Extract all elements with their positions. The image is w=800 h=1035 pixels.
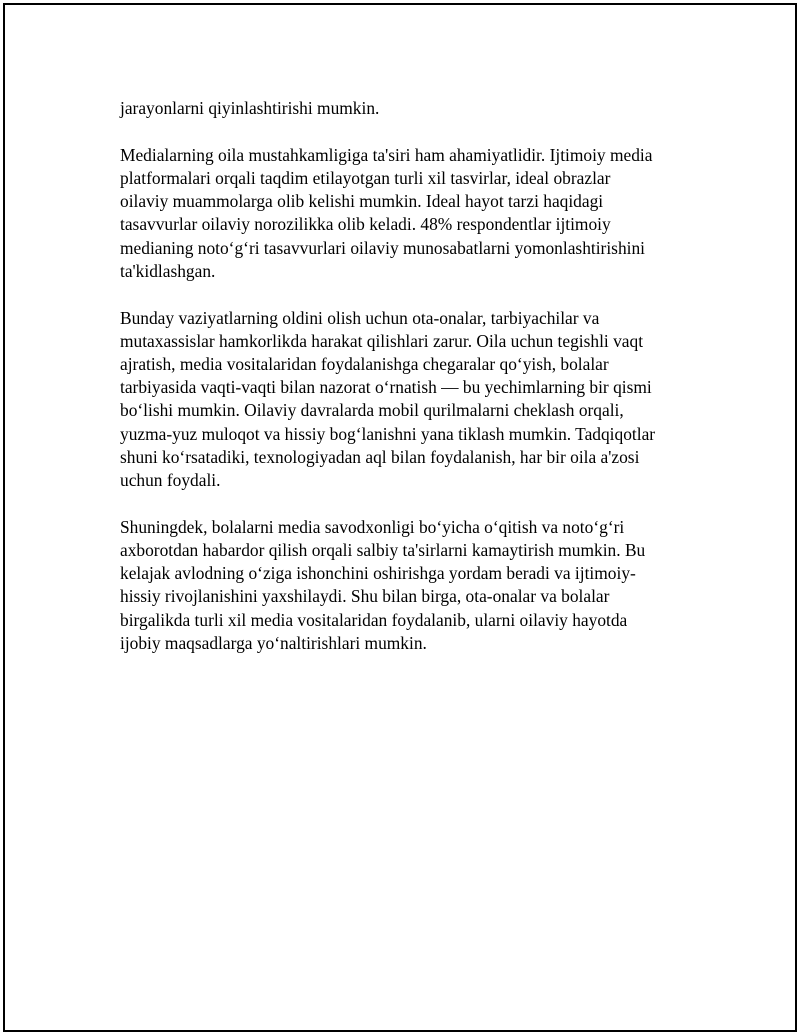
text-line: oilaviy muammolarga olib kelishi mumkin. Ideal hayot tarzi haqidagi [120, 191, 604, 212]
text-line: bo‘lishi mumkin. Oilaviy davralarda mobil qurilmalarni cheklash orqali, [120, 400, 624, 421]
text-line: tasavvurlar oilaviy norozilikka olib keladi. 48% respondentlar ijtimoiy [120, 214, 611, 235]
text-line: axborotdan habardor qilish orqali salbiy ta'sirlarni kamaytirish mumkin. Bu [120, 540, 646, 561]
text-line: Bunday vaziyatlarning oldini olish uchun ota-onalar, tarbiyachilar va [120, 307, 600, 328]
document-body [120, 97, 710, 679]
document-page [3, 3, 797, 1032]
text-line: kelajak avlodning o‘ziga ishonchini oshirishga yordam beradi va ijtimoiy- [120, 563, 636, 584]
text-line: ijobiy maqsadlarga yo‘naltirishlari mumkin. [120, 632, 427, 653]
text-line: tarbiyasida vaqti-vaqti bilan nazorat o‘rnatish — bu yechimlarning bir qismi [120, 377, 652, 398]
text-line: Shuningdek, bolalarni media savodxonligi bo‘yicha o‘qitish va noto‘g‘ri [120, 516, 625, 537]
text-line: ta'kidlashgan. [120, 260, 216, 281]
paragraph-1 [120, 97, 710, 120]
text-line: Medialarning oila mustahkamligiga ta'siri ham ahamiyatlidir. Ijtimoiy media [120, 144, 653, 165]
text-line: hissiy rivojlanishini yaxshilaydi. Shu bilan birga, ota-onalar va bolalar [120, 586, 610, 607]
text-line: shuni ko‘rsatadiki, texnologiyadan aql bilan foydalanish, har bir oila a'zosi [120, 446, 640, 467]
text-line: mutaxassislar hamkorlikda harakat qilishlari zarur. Oila uchun tegishli vaqt [120, 330, 644, 351]
text-line: birgalikda turli xil media vositalaridan foydalanib, ularni oilaviy hayotda [120, 609, 628, 630]
text-line: medianing noto‘g‘ri tasavvurlari oilaviy munosabatlarni yomonlashtirishini [120, 237, 645, 258]
text-line: platformalari orqali taqdim etilayotgan turli xil tasvirlar, ideal obrazlar [120, 168, 611, 188]
text-line: uchun foydali. [120, 470, 221, 491]
text-line: yuzma-yuz muloqot va hissiy bog‘lanishni yana tiklash mumkin. Tadqiqotlar [120, 423, 656, 444]
paragraph-2 [120, 144, 710, 283]
paragraph-4 [120, 516, 710, 655]
text-line: ajratish, media vositalaridan foydalanishga chegaralar qo‘yish, bolalar [120, 354, 609, 375]
paragraph-3 [120, 307, 710, 493]
text-line: jarayonlarni qiyinlashtirishi mumkin. [120, 98, 380, 118]
